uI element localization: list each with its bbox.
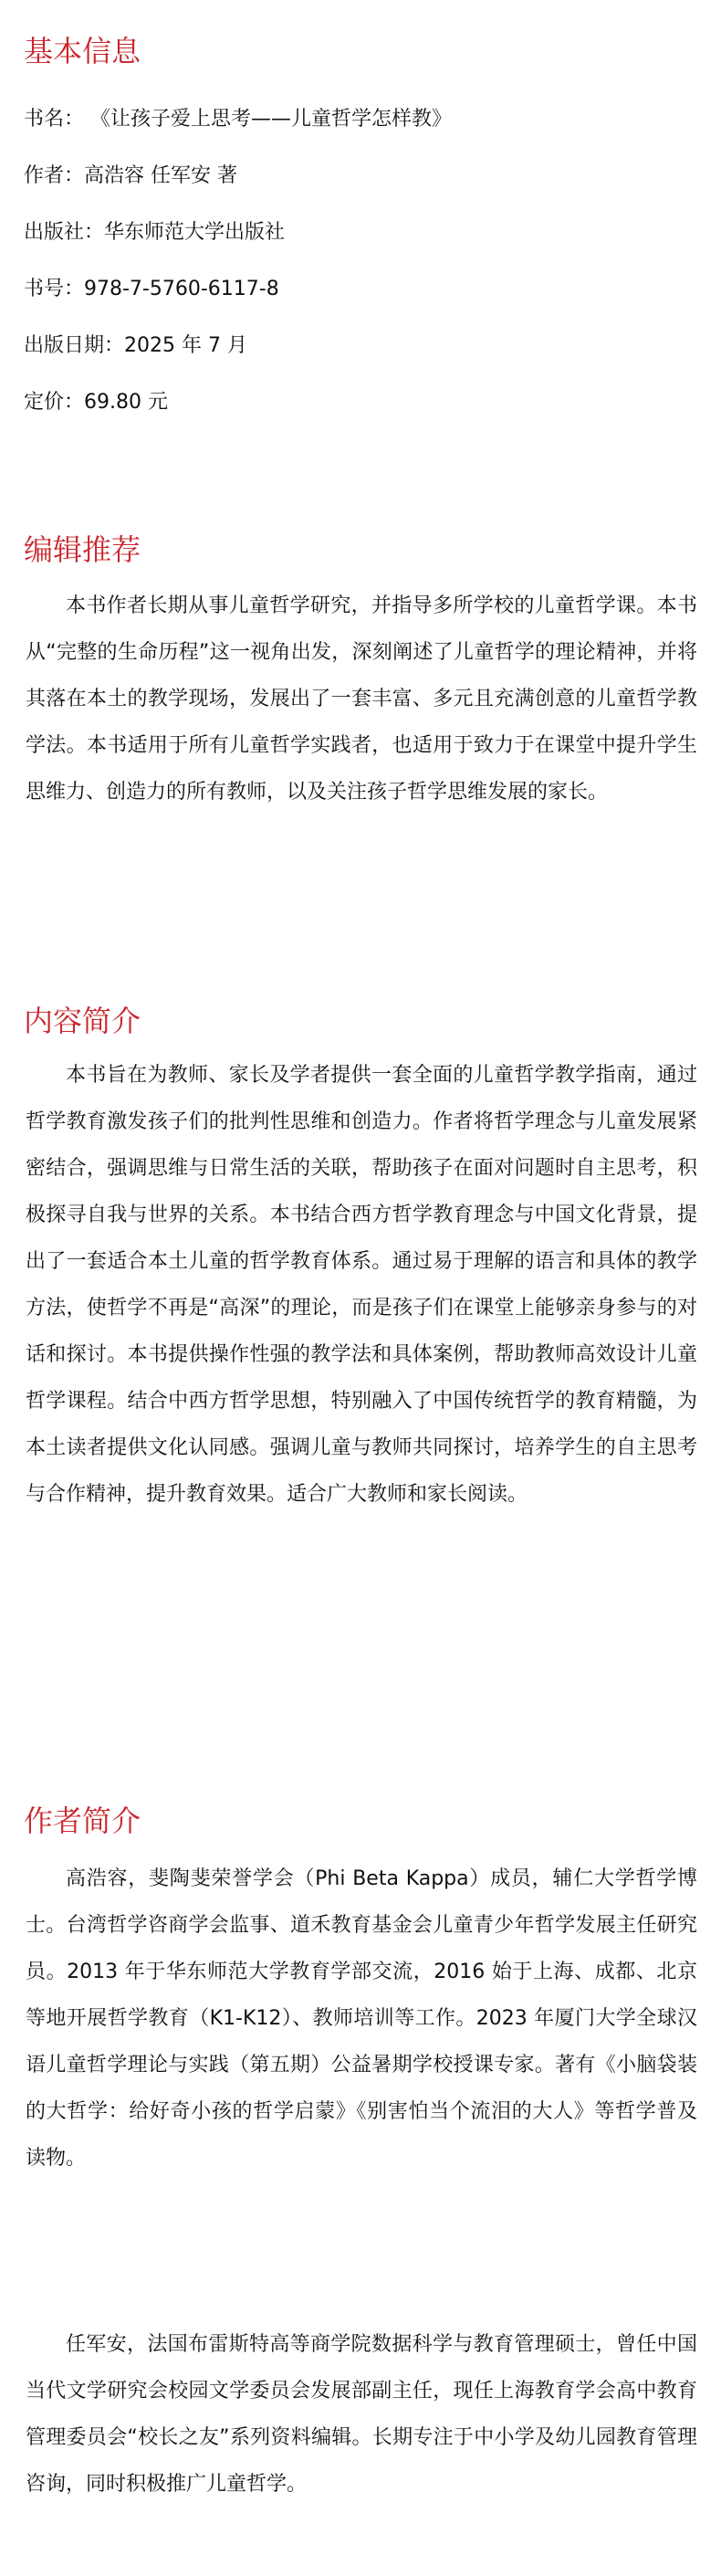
info-price: 定价：69.80 元: [24, 391, 168, 414]
info-isbn: 书号：978-7-5760-6117-8: [24, 278, 279, 300]
author-intro-ren: 任军安，法国布雷斯特高等商学院数据科学与教育管理硕士，曾任中国当代文学研究会校园文学委员会发展部副主任，现任上海教育学会高中教育管理委员会“校长之友”系列资料编辑。长期专注于中小学及幼儿园教育管理咨询，同时积极推广儿童哲学。: [26, 2333, 697, 2496]
info-publisher: 出版社：华东师范大学出版社: [24, 221, 286, 244]
content-intro-text: 本书旨在为教师、家长及学者提供一套全面的儿童哲学教学指南，通过哲学教育激发孩子们的批判性思维和创造力。作者将哲学理念与儿童发展紧密结合，强调思维与日常生活的关联，帮助孩子在面对问题时自主思考，积极探寻自我与世界的关系。本书结合西方哲学教育理念与中国文化背景，提出了一套适合本土儿童的哲学教育体系。通过易于理解的语言和具体的教学方法，使哲学不再是“高深”的理论，而是孩子们在课堂上能够亲身参与的对话和探讨。本书提供操作性强的教学法和具体案例，帮助教师高效设计儿童哲学课程。结合中西方哲学思想，特别融入了中国传统哲学的教育精髓，为本土读者提供文化认同感。强调儿童与教师共同探讨，培养学生的自主思考与合作精神，提升教育效果。适合广大教师和家长阅读。: [26, 1064, 697, 1506]
section-title-basic-info: 基本信息: [24, 34, 141, 68]
author-intro-gao: 高浩容，斐陶斐荣誉学会（Phi Beta Kappa）成员，辅仁大学哲学博士。台湾哲学咨商学会监事、道禾教育基金会儿童青少年哲学发展主任研究员。2013 年于华东师范大学教育学部交流，2016 始于上海、成都、北京等地开展哲学教育（K1-K12）、教师培训等工作。2023 年厦门大学全球汉语儿童哲学理论与实践（第五期）公益暑期学校授课专家。著有《小脑袋装的大哲学：给好奇小孩的哲学启蒙》《别害怕当个流泪的大人》等哲学普及读物。: [26, 1867, 697, 2170]
section-title-author-intro: 作者简介: [24, 1803, 141, 1838]
section-title-content-intro: 内容简介: [24, 1004, 141, 1038]
info-book-title: 书名： 《让孩子爱上思考——儿童哲学怎样教》: [24, 108, 452, 131]
info-publish-date: 出版日期：2025 年 7 月: [24, 334, 247, 357]
info-authors: 作者：高浩容 任军安 著: [24, 164, 237, 187]
section-title-editor-recommend: 编辑推荐: [24, 532, 141, 567]
editor-recommend-text: 本书作者长期从事儿童哲学研究，并指导多所学校的儿童哲学课。本书从“完整的生命历程”这一视角出发，深刻阐述了儿童哲学的理论精神，并将其落在本土的教学现场，发展出了一套丰富、多元且充满创意的儿童哲学教学法。本书适用于所有儿童哲学实践者，也适用于致力于在课堂中提升学生思维力、创造力的所有教师，以及关注孩子哲学思维发展的家长。: [26, 594, 697, 804]
